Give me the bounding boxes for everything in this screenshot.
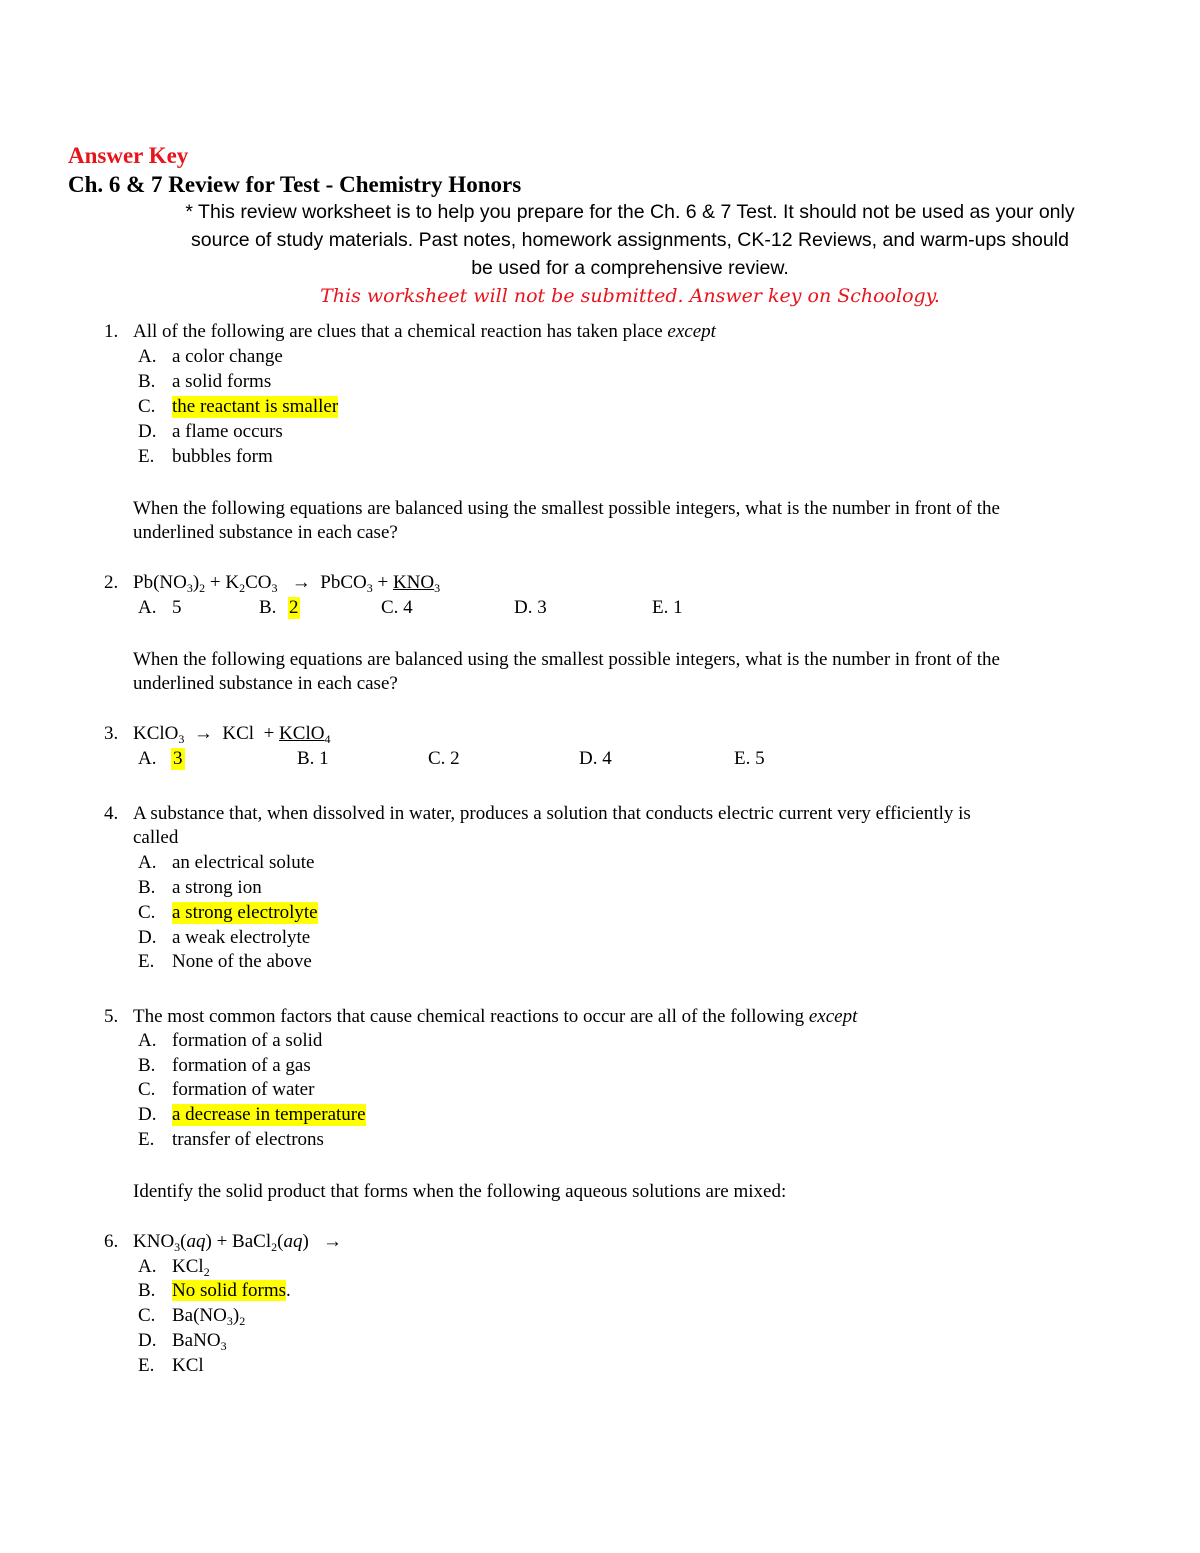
question-number: 6. bbox=[104, 1231, 119, 1252]
intro-line-1: * This review worksheet is to help you prepare for the Ch. 6 & 7 Test. It should not be used as your only bbox=[185, 201, 1075, 223]
option-text: D. 3 bbox=[514, 597, 547, 618]
answer-key-heading: Answer Key bbox=[68, 143, 189, 168]
question-number: 2. bbox=[104, 572, 119, 593]
option-letter: D. bbox=[138, 1104, 157, 1125]
option-text: formation of water bbox=[172, 1079, 315, 1100]
option-letter: B. bbox=[138, 1055, 156, 1076]
option-text: a color change bbox=[172, 346, 283, 367]
question-stem bbox=[133, 1006, 857, 1028]
correct-answer-highlight: a strong electrolyte bbox=[172, 902, 318, 923]
option-text: KCl$_2$ bbox=[172, 1256, 210, 1279]
option-text: No solid forms. bbox=[172, 1280, 291, 1301]
correct-answer-highlight: a decrease in temperature bbox=[172, 1104, 366, 1125]
intro-line-3: be used for a comprehensive review. bbox=[471, 257, 789, 279]
question-number: 5. bbox=[104, 1006, 119, 1027]
option-letter: A. bbox=[138, 748, 157, 769]
option-letter: B. bbox=[259, 597, 277, 618]
option-letter: B. bbox=[138, 1280, 156, 1301]
intro-line-2: source of study materials. Past notes, homework assignments, CK-12 Reviews, and warm-ups should bbox=[191, 229, 1069, 251]
option-letter: A. bbox=[138, 852, 157, 873]
question-number: 1. bbox=[104, 321, 119, 342]
question-stem: A substance that, when dissolved in water, produces a solution that conducts electric current very efficiently is bbox=[133, 803, 971, 824]
option-text: a flame occurs bbox=[172, 421, 283, 442]
option-text: formation of a solid bbox=[172, 1030, 323, 1051]
underlined-substance: KClO$_4$ bbox=[279, 723, 331, 746]
option-letter: D. bbox=[138, 421, 157, 442]
option-text: 5 bbox=[172, 597, 182, 618]
correct-answer-highlight: 2 bbox=[289, 597, 299, 618]
option-letter: E. bbox=[138, 1355, 155, 1376]
option-letter: B. bbox=[138, 877, 156, 898]
option-text: None of the above bbox=[172, 951, 312, 972]
stem-emphasis: except bbox=[667, 321, 716, 342]
correct-answer-highlight: the reactant is smaller bbox=[172, 396, 339, 417]
stem-text: All of the following are clues that a chemical reaction has taken place bbox=[133, 321, 663, 342]
option-letter: A. bbox=[138, 1256, 157, 1277]
instruction-line: Identify the solid product that forms when the following aqueous solutions are mixed: bbox=[133, 1181, 787, 1202]
option-text: a solid forms bbox=[172, 371, 272, 392]
option-text: D. 4 bbox=[579, 748, 612, 769]
correct-answer-highlight: No solid forms bbox=[172, 1280, 286, 1301]
option-text: bubbles form bbox=[172, 446, 273, 467]
option-text: KCl bbox=[172, 1355, 204, 1376]
option-text: B. 1 bbox=[297, 748, 329, 769]
option-text: C. 4 bbox=[381, 597, 413, 618]
option-text: $Ba(NO_3)_2$ bbox=[172, 1305, 246, 1328]
option-text: formation of a gas bbox=[172, 1055, 311, 1076]
chemical-equation: KClO$_3$ → KCl + KClO$_4$ bbox=[133, 723, 331, 746]
option-text: BaNO$_3$ bbox=[172, 1330, 227, 1353]
correct-answer-highlight: 3 bbox=[173, 748, 183, 769]
option-text: an electrical solute bbox=[172, 852, 315, 873]
instruction-line: underlined substance in each case? bbox=[133, 522, 398, 543]
option-letter: C. bbox=[138, 902, 156, 923]
chemical-equation: $Pb(NO_3)_2 + K_2CO_3$ → PbCO$_3$ + $KNO_3$ bbox=[133, 572, 441, 595]
option-letter: E. bbox=[138, 1129, 155, 1150]
option-letter: A. bbox=[138, 597, 157, 618]
option-letter: C. bbox=[138, 1079, 156, 1100]
instruction-line: When the following equations are balanced using the smallest possible integers, what is the number in front of the bbox=[133, 649, 1000, 670]
stem-emphasis: except bbox=[808, 1006, 858, 1027]
chemical-equation: $KNO_3(aq)$ + BaCl$_2$(aq) → bbox=[133, 1231, 343, 1254]
question-stem bbox=[133, 321, 716, 343]
option-text: E. 5 bbox=[734, 748, 765, 769]
page-title: Ch. 6 & 7 Review for Test - Chemistry Honors bbox=[68, 172, 522, 197]
submission-note: This worksheet will not be submitted. Answer key on Schoology. bbox=[320, 285, 940, 307]
option-letter: E. bbox=[138, 446, 155, 467]
question-stem-continued: called bbox=[133, 827, 179, 848]
instruction-line: underlined substance in each case? bbox=[133, 673, 398, 694]
option-text: transfer of electrons bbox=[172, 1129, 324, 1150]
option-letter: D. bbox=[138, 927, 157, 948]
arrow-icon: → bbox=[193, 723, 213, 744]
arrow-icon: → bbox=[323, 1231, 343, 1252]
stem-text: The most common factors that cause chemical reactions to occur are all of the following bbox=[133, 1006, 805, 1027]
question-number: 4. bbox=[104, 803, 119, 824]
underlined-substance: $KNO_3$ bbox=[392, 572, 441, 595]
option-letter: B. bbox=[138, 371, 156, 392]
option-letter: E. bbox=[138, 951, 155, 972]
option-text: a weak electrolyte bbox=[172, 927, 311, 948]
option-letter: D. bbox=[138, 1330, 157, 1351]
option-text: E. 1 bbox=[652, 597, 683, 618]
option-letter: A. bbox=[138, 1030, 157, 1051]
option-letter: C. bbox=[138, 396, 156, 417]
option-text: a strong ion bbox=[172, 877, 262, 898]
question-number: 3. bbox=[104, 723, 119, 744]
option-text: C. 2 bbox=[428, 748, 460, 769]
option-letter: C. bbox=[138, 1305, 156, 1326]
arrow-icon: → bbox=[291, 572, 311, 593]
option-letter: A. bbox=[138, 346, 157, 367]
instruction-line: When the following equations are balanced using the smallest possible integers, what is the number in front of the bbox=[133, 498, 1000, 519]
